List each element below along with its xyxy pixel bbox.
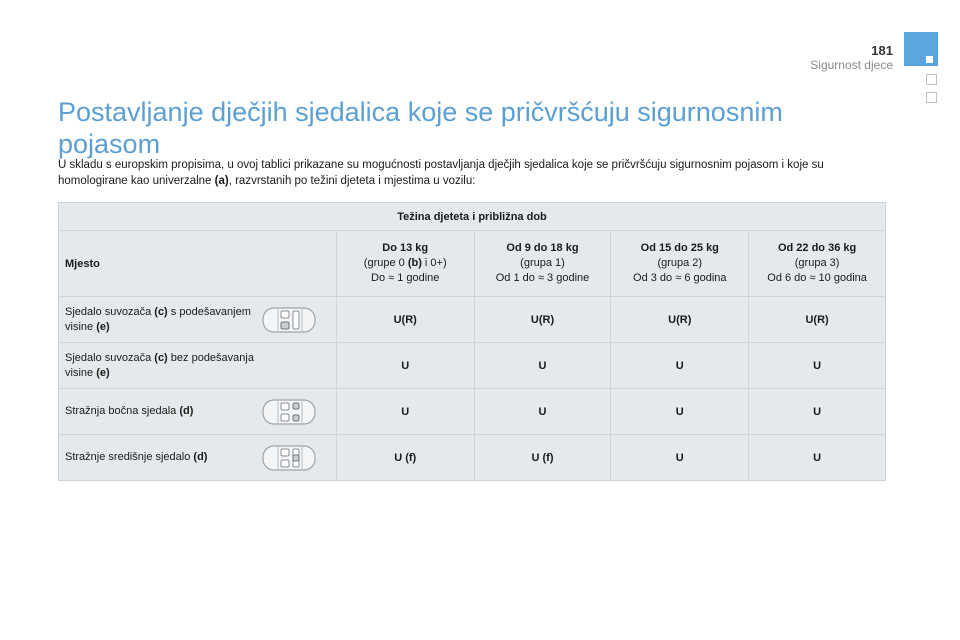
car-seat-diagram-icon [260,442,318,474]
seat-label [65,450,255,465]
compatibility-value: U (f) [474,435,611,481]
column-age: Od 1 do ≈ 3 godine [495,272,590,284]
column-weight: Od 9 do 18 kg [506,242,579,254]
column-group: (grupa 3) [794,257,840,269]
seat-label [65,351,255,381]
column-group: (grupa 2) [657,257,703,269]
seat-text: bez podešavanja visine [65,351,254,379]
column-weight: Od 22 do 36 kg [777,242,857,254]
child-seat-table [58,202,886,481]
table-row [59,435,886,481]
compatibility-value: U(R) [611,297,749,343]
section-name: Sigurnost djece [810,58,893,72]
table-row [59,297,886,343]
column-age: Do ≈ 1 godine [371,272,440,284]
column-header [474,231,611,297]
place-header: Mjesto [59,231,337,297]
seat-note: (e) [96,320,110,333]
table-row [59,389,886,435]
section-tab[interactable] [926,92,937,103]
seat-text: Stražnja bočna sjedala [65,405,180,417]
compatibility-value: U [611,435,749,481]
seat-note: (e) [96,366,110,379]
compatibility-value: U [336,389,474,435]
compatibility-value: U [749,389,886,435]
compatibility-value: U [749,435,886,481]
column-group: (grupe 0 [363,257,408,269]
compatibility-value: U [474,389,611,435]
intro-text-end: , razvrstanih po težini djeteta i mjestima u vozilu: [228,175,476,187]
car-seat-diagram-icon [260,304,318,336]
page-header [810,44,893,72]
seat-cell [59,389,337,435]
seat-label [65,404,255,419]
tab-marker-icon [926,56,933,63]
compatibility-value: U [474,343,611,389]
seat-cell [59,435,337,481]
section-tab[interactable] [926,74,937,85]
seat-text: Sjedalo suvozača [65,351,155,364]
column-age: Od 6 do ≈ 10 godina [767,272,867,284]
column-group: (grupa 1) [520,257,565,269]
seat-note: (d) [193,451,208,463]
column-group-end: i 0+) [421,257,447,269]
compatibility-value: U [611,343,749,389]
column-weight: Do 13 kg [382,242,429,254]
seat-cell [59,343,337,389]
seat-cell [59,297,337,343]
column-weight: Od 15 do 25 kg [640,242,719,254]
seat-note: (c) [154,305,168,318]
intro-note-ref: (a) [214,175,229,187]
table-column-row [59,231,886,297]
compatibility-value: U(R) [749,297,886,343]
column-group-note: (b) [407,257,422,269]
intro-paragraph [58,157,888,189]
column-age: Od 3 do ≈ 6 godina [633,272,727,284]
compatibility-value: U(R) [474,297,611,343]
column-header [749,231,886,297]
seat-note: (c) [154,351,168,364]
column-header [611,231,749,297]
section-tab-active[interactable] [904,32,938,66]
compatibility-value: U [749,343,886,389]
column-header [336,231,474,297]
seat-text: Sjedalo suvozača [65,305,155,318]
compatibility-value: U [611,389,749,435]
table-header-row [59,203,886,231]
compatibility-value: U [336,343,474,389]
page-title: Postavljanje dječjih sjedalica koje se pričvršćuju sigurnosnim pojasom [58,97,783,159]
seat-text: Stražnje središnje sjedalo [65,451,194,463]
table-row [59,343,886,389]
seat-label [65,305,255,335]
page-number: 181 [871,43,893,58]
seat-text: s podešavanjem visine [65,305,251,333]
weight-header: Težina djeteta i približna dob [59,203,886,231]
seat-note: (d) [179,405,194,417]
compatibility-value: U(R) [336,297,474,343]
intro-text: U skladu s europskim propisima, u ovoj tablici prikazane su mogućnosti postavljanja dječjih sjedalica koje se pričvršćuju sigurnosnim pojasom i koje su homologirane kao univerzalne [58,159,824,187]
car-seat-diagram-icon [260,396,318,428]
compatibility-value: U (f) [336,435,474,481]
